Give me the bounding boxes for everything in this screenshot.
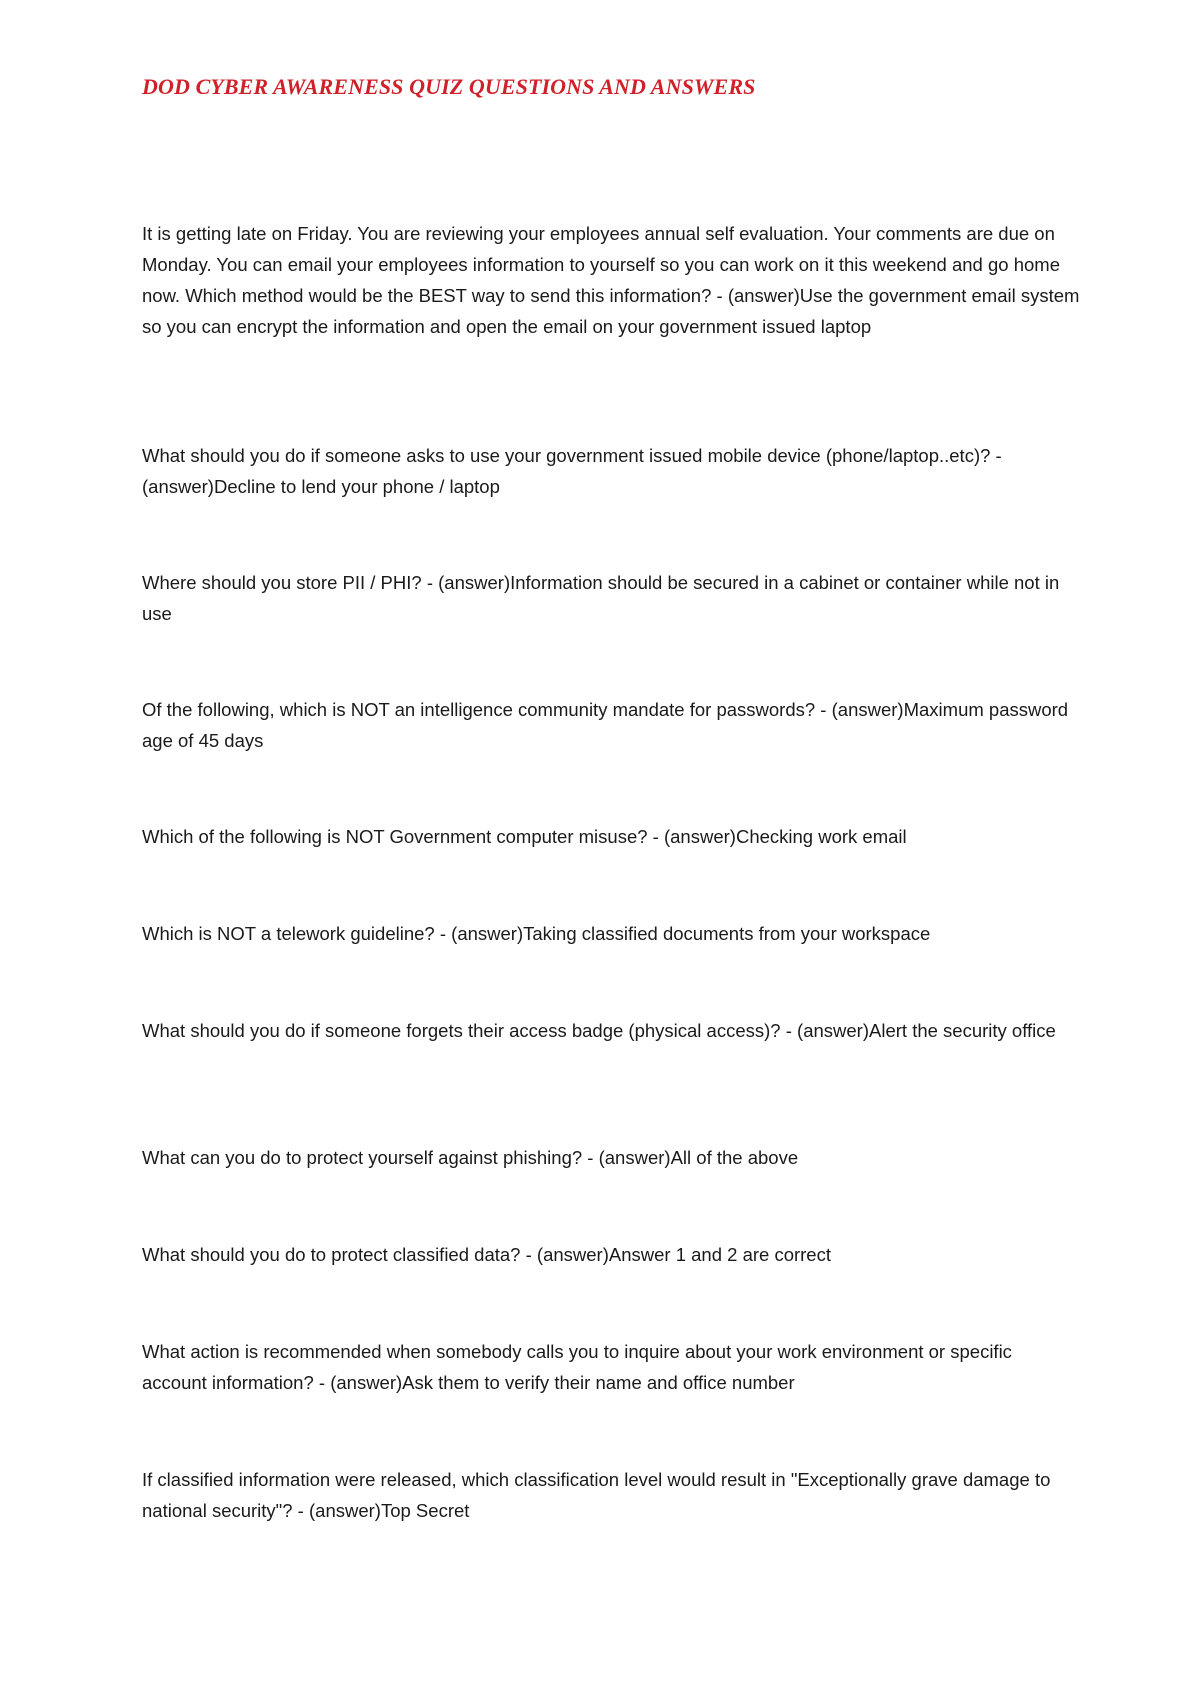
answer-text: Checking work email <box>735 826 907 847</box>
separator: - <box>990 445 1002 466</box>
qa-item-6 <box>142 918 1080 949</box>
answer-marker: (answer) <box>536 1244 609 1265</box>
qa-item-9 <box>142 1239 1080 1270</box>
separator: - <box>292 1500 309 1521</box>
qa-item-10 <box>142 1336 1080 1398</box>
answer-text: Information should be secured in a cabinet or container while not in use <box>142 572 1060 624</box>
answer-marker: (answer) <box>831 699 904 720</box>
answer-marker: (answer) <box>438 572 511 593</box>
answer-marker: (answer) <box>451 923 524 944</box>
answer-text: Ask them to verify their name and office number <box>402 1372 795 1393</box>
separator: - <box>421 572 439 593</box>
qa-item-3 <box>142 567 1080 629</box>
question-text: If classified information were released, which classification level would result in "Exceptionally grave damage to national security"? <box>142 1469 1051 1521</box>
answer-marker: (answer) <box>330 1372 403 1393</box>
qa-item-1 <box>142 218 1080 342</box>
answer-text: Top Secret <box>380 1500 470 1521</box>
question-text: Where should you store PII / PHI? <box>142 572 422 593</box>
answer-marker: (answer) <box>727 285 800 306</box>
separator: - <box>647 826 664 847</box>
separator: - <box>520 1244 537 1265</box>
question-text: Which is NOT a telework guideline? <box>142 923 435 944</box>
answer-marker: (answer) <box>663 826 736 847</box>
separator: - <box>313 1372 331 1393</box>
answer-text: Taking classified documents from your workspace <box>523 923 931 944</box>
question-text: What should you do to protect classified data? <box>142 1244 521 1265</box>
question-text: What should you do if someone forgets their access badge (physical access)? <box>142 1020 781 1041</box>
separator: - <box>815 699 832 720</box>
qa-item-2 <box>142 440 1080 502</box>
qa-item-4 <box>142 694 1080 756</box>
question-text: Of the following, which is NOT an intelligence community mandate for passwords? <box>142 699 816 720</box>
answer-marker: (answer) <box>797 1020 870 1041</box>
question-text: Which of the following is NOT Government computer misuse? <box>142 826 648 847</box>
qa-item-7 <box>142 1015 1080 1046</box>
answer-text: Answer 1 and 2 are correct <box>608 1244 831 1265</box>
answer-marker: (answer) <box>142 476 214 497</box>
separator: - <box>434 923 452 944</box>
answer-marker: (answer) <box>598 1147 671 1168</box>
separator: - <box>780 1020 798 1041</box>
separator: - <box>582 1147 599 1168</box>
qa-item-11 <box>142 1464 1080 1526</box>
answer-text: All of the above <box>670 1147 799 1168</box>
answer-text: Use the government email system so you can encrypt the information and open the email on your government issued laptop <box>142 285 1080 337</box>
document-title: DOD CYBER AWARENESS QUIZ QUESTIONS AND ANSWERS <box>142 74 756 99</box>
question-text: It is getting late on Friday. You are reviewing your employees annual self evaluation. Your comments are due on Monday. You can email your employees information to yourself so you can work on it this weekend and go home now. Which method would be the BEST way to send this information? <box>142 223 1060 306</box>
question-text: What can you do to protect yourself against phishing? <box>142 1147 583 1168</box>
qa-item-8 <box>142 1142 1080 1173</box>
qa-item-5 <box>142 821 1080 852</box>
separator: - <box>711 285 728 306</box>
answer-marker: (answer) <box>309 1500 381 1521</box>
answer-text: Decline to lend your phone / laptop <box>213 476 500 497</box>
question-text: What should you do if someone asks to use your government issued mobile device (phone/laptop..etc)? <box>142 445 991 466</box>
question-text: What action is recommended when somebody calls you to inquire about your work environment or specific account information? <box>142 1341 1012 1393</box>
answer-text: Maximum password age of 45 days <box>142 699 1069 751</box>
answer-text: Alert the security office <box>869 1020 1056 1041</box>
